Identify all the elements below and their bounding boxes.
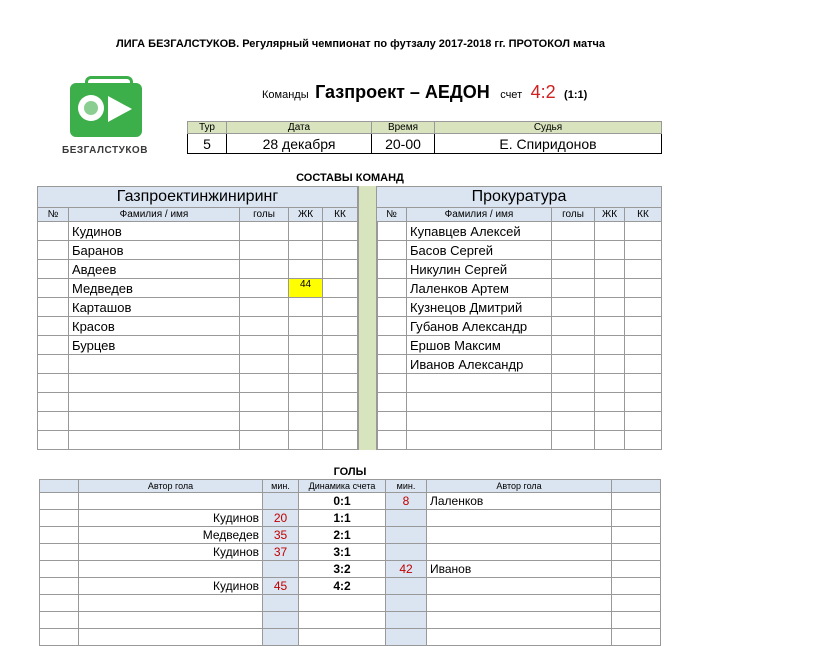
score-progress: 1:1 xyxy=(299,510,386,527)
player-goals xyxy=(240,355,289,374)
player-red-card xyxy=(625,241,662,260)
col-red: КК xyxy=(323,208,358,222)
player-yellow-card xyxy=(595,317,625,336)
player-red-card xyxy=(625,374,662,393)
col-goals: голы xyxy=(552,208,595,222)
player-red-card xyxy=(323,279,358,298)
table-row xyxy=(377,412,662,431)
away-goal-author xyxy=(427,595,612,612)
table-row xyxy=(38,336,358,355)
away-goal-author: Лаленков xyxy=(427,493,612,510)
score-progress: 4:2 xyxy=(299,578,386,595)
table-row xyxy=(38,393,358,412)
player-goals xyxy=(552,222,595,241)
player-yellow-card xyxy=(595,336,625,355)
goals-col-home-min: мин. xyxy=(263,480,299,493)
player-yellow-card xyxy=(595,222,625,241)
player-goals xyxy=(552,374,595,393)
away-goal-author xyxy=(427,527,612,544)
player-goals xyxy=(240,222,289,241)
player-name xyxy=(407,412,552,431)
away-goal-minute xyxy=(386,510,427,527)
player-number xyxy=(38,374,69,393)
away-goal-minute xyxy=(386,629,427,646)
player-red-card xyxy=(625,298,662,317)
player-goals xyxy=(552,412,595,431)
player-number xyxy=(377,431,407,450)
player-yellow-card: 44 xyxy=(289,279,323,298)
home-goal-author xyxy=(79,629,263,646)
goal-blank xyxy=(40,578,79,595)
player-name xyxy=(407,431,552,450)
player-number xyxy=(377,412,407,431)
goals-col-away-author: Автор гола xyxy=(427,480,612,493)
home-goal-minute: 45 xyxy=(263,578,299,595)
player-name: Карташов xyxy=(69,298,240,317)
player-red-card xyxy=(625,412,662,431)
home-team-name: Газпроектинжиниринг xyxy=(38,187,358,208)
player-goals xyxy=(240,393,289,412)
away-goal-minute xyxy=(386,612,427,629)
table-row xyxy=(38,412,358,431)
score-progress: 3:1 xyxy=(299,544,386,561)
home-goal-author: Кудинов xyxy=(79,510,263,527)
player-yellow-card xyxy=(595,355,625,374)
player-red-card xyxy=(625,317,662,336)
player-red-card xyxy=(323,336,358,355)
final-score: 4:2 xyxy=(530,82,556,102)
player-goals xyxy=(552,431,595,450)
player-number xyxy=(38,336,69,355)
score-progress: 3:2 xyxy=(299,561,386,578)
away-goal-author: Иванов xyxy=(427,561,612,578)
home-goal-author xyxy=(79,612,263,629)
date-header: Дата xyxy=(227,122,372,134)
player-goals xyxy=(240,298,289,317)
home-goal-minute xyxy=(263,561,299,578)
player-goals xyxy=(240,260,289,279)
player-yellow-card xyxy=(595,412,625,431)
player-yellow-card xyxy=(289,241,323,260)
away-goal-minute: 42 xyxy=(386,561,427,578)
player-red-card xyxy=(323,355,358,374)
player-number xyxy=(38,355,69,374)
player-name: Губанов Александр xyxy=(407,317,552,336)
table-row xyxy=(38,431,358,450)
table-row xyxy=(377,317,662,336)
score-progress: 2:1 xyxy=(299,527,386,544)
home-goal-author: Кудинов xyxy=(79,578,263,595)
player-red-card xyxy=(625,222,662,241)
away-goal-minute xyxy=(386,595,427,612)
player-yellow-card xyxy=(289,431,323,450)
player-red-card xyxy=(625,393,662,412)
home-goal-minute xyxy=(263,493,299,510)
player-number xyxy=(38,222,69,241)
col-yellow: ЖК xyxy=(289,208,323,222)
table-row xyxy=(377,431,662,450)
player-number xyxy=(38,412,69,431)
goals-col-blank xyxy=(612,480,661,493)
player-goals xyxy=(552,336,595,355)
player-yellow-card xyxy=(595,431,625,450)
home-goal-author xyxy=(79,493,263,510)
player-goals xyxy=(240,412,289,431)
player-goals xyxy=(240,374,289,393)
table-row xyxy=(377,241,662,260)
home-goal-minute: 20 xyxy=(263,510,299,527)
table-row xyxy=(377,336,662,355)
player-yellow-card xyxy=(289,317,323,336)
table-row xyxy=(38,374,358,393)
player-name: Бурцев xyxy=(69,336,240,355)
player-yellow-card xyxy=(595,241,625,260)
time-header: Время xyxy=(372,122,435,134)
player-yellow-card xyxy=(289,298,323,317)
teams-label: Команды xyxy=(262,89,309,101)
home-goal-minute xyxy=(263,595,299,612)
home-goal-author: Кудинов xyxy=(79,544,263,561)
col-name: Фамилия / имя xyxy=(407,208,552,222)
goals-col-score: Динамика счета xyxy=(299,480,386,493)
home-goal-author: Медведев xyxy=(79,527,263,544)
match-header xyxy=(262,82,587,103)
home-goal-author xyxy=(79,561,263,578)
score-progress xyxy=(299,629,386,646)
player-yellow-card xyxy=(595,374,625,393)
player-name: Авдеев xyxy=(69,260,240,279)
goal-blank xyxy=(612,595,661,612)
player-goals xyxy=(552,393,595,412)
player-name: Красов xyxy=(69,317,240,336)
player-yellow-card xyxy=(289,355,323,374)
player-number xyxy=(38,393,69,412)
home-goal-minute: 37 xyxy=(263,544,299,561)
player-yellow-card xyxy=(289,222,323,241)
player-goals xyxy=(240,431,289,450)
player-number xyxy=(377,336,407,355)
teams-name: Газпроект – АЕДОН xyxy=(315,82,490,102)
table-row xyxy=(38,260,358,279)
player-number xyxy=(38,241,69,260)
score-progress: 0:1 xyxy=(299,493,386,510)
goal-blank xyxy=(40,561,79,578)
player-name: Никулин Сергей xyxy=(407,260,552,279)
player-red-card xyxy=(323,222,358,241)
away-roster-table xyxy=(376,186,662,450)
player-number xyxy=(38,298,69,317)
table-row xyxy=(40,612,661,629)
player-red-card xyxy=(625,260,662,279)
time-value: 20-00 xyxy=(372,134,435,154)
player-number xyxy=(377,298,407,317)
table-row xyxy=(40,578,661,595)
player-goals xyxy=(240,279,289,298)
player-red-card xyxy=(625,431,662,450)
goal-blank xyxy=(40,612,79,629)
player-goals xyxy=(552,298,595,317)
goals-table xyxy=(39,479,661,646)
round-value: 5 xyxy=(188,134,227,154)
goal-blank xyxy=(612,527,661,544)
referee-header: Судья xyxy=(435,122,662,134)
goal-blank xyxy=(40,629,79,646)
col-number: № xyxy=(377,208,407,222)
player-goals xyxy=(552,279,595,298)
goal-blank xyxy=(612,578,661,595)
goal-blank xyxy=(40,544,79,561)
player-number xyxy=(377,393,407,412)
player-name xyxy=(407,393,552,412)
goal-blank xyxy=(40,493,79,510)
player-name xyxy=(69,393,240,412)
player-name xyxy=(69,412,240,431)
table-row xyxy=(40,595,661,612)
player-yellow-card xyxy=(595,260,625,279)
table-row xyxy=(377,393,662,412)
player-number xyxy=(377,222,407,241)
protocol-title: ЛИГА БЕЗГАЛСТУКОВ. Регулярный чемпионат по футзалу 2017-2018 гг. ПРОТОКОЛ матча xyxy=(116,38,606,50)
player-number xyxy=(377,374,407,393)
player-red-card xyxy=(625,279,662,298)
player-yellow-card xyxy=(595,393,625,412)
player-number xyxy=(377,355,407,374)
table-row xyxy=(38,279,358,298)
table-row xyxy=(377,260,662,279)
goals-col-away-min: мин. xyxy=(386,480,427,493)
table-row xyxy=(38,355,358,374)
goal-blank xyxy=(40,527,79,544)
player-red-card xyxy=(323,374,358,393)
player-number xyxy=(38,279,69,298)
player-name: Басов Сергей xyxy=(407,241,552,260)
player-red-card xyxy=(323,431,358,450)
goal-blank xyxy=(612,629,661,646)
roster-separator xyxy=(358,186,378,450)
col-name: Фамилия / имя xyxy=(69,208,240,222)
table-row xyxy=(40,629,661,646)
away-goal-author xyxy=(427,510,612,527)
col-yellow: ЖК xyxy=(595,208,625,222)
table-row xyxy=(40,527,661,544)
home-goal-minute: 35 xyxy=(263,527,299,544)
player-name xyxy=(407,374,552,393)
table-row xyxy=(377,279,662,298)
player-name: Ершов Максим xyxy=(407,336,552,355)
table-row xyxy=(40,544,661,561)
player-number xyxy=(38,260,69,279)
rosters-caption: СОСТАВЫ КОМАНД xyxy=(296,172,404,184)
player-yellow-card xyxy=(289,374,323,393)
match-info-table xyxy=(187,121,662,154)
player-red-card xyxy=(323,393,358,412)
col-number: № xyxy=(38,208,69,222)
away-goal-author xyxy=(427,544,612,561)
player-goals xyxy=(552,317,595,336)
goals-caption: ГОЛЫ xyxy=(333,466,367,478)
away-goal-minute xyxy=(386,578,427,595)
player-red-card xyxy=(625,336,662,355)
player-number xyxy=(377,260,407,279)
away-goal-author xyxy=(427,629,612,646)
table-row xyxy=(377,355,662,374)
player-name: Кузнецов Дмитрий xyxy=(407,298,552,317)
goals-col-blank xyxy=(40,480,79,493)
player-name: Медведев xyxy=(69,279,240,298)
player-number xyxy=(377,317,407,336)
logo-text: БЕЗГАЛСТУКОВ xyxy=(62,145,148,156)
away-goal-author xyxy=(427,612,612,629)
player-yellow-card xyxy=(595,279,625,298)
score-progress xyxy=(299,595,386,612)
table-row xyxy=(40,493,661,510)
goal-blank xyxy=(612,612,661,629)
player-name xyxy=(69,374,240,393)
col-goals: голы xyxy=(240,208,289,222)
player-name: Иванов Александр xyxy=(407,355,552,374)
player-yellow-card xyxy=(595,298,625,317)
table-row xyxy=(38,241,358,260)
halftime-score: (1:1) xyxy=(564,89,588,101)
player-goals xyxy=(240,241,289,260)
goal-blank xyxy=(612,544,661,561)
table-row xyxy=(40,510,661,527)
player-red-card xyxy=(625,355,662,374)
away-goal-minute xyxy=(386,527,427,544)
col-red: КК xyxy=(625,208,662,222)
player-goals xyxy=(240,317,289,336)
away-goal-author xyxy=(427,578,612,595)
referee-value: Е. Спиридонов xyxy=(435,134,662,154)
goal-blank xyxy=(40,595,79,612)
player-red-card xyxy=(323,412,358,431)
player-name: Лаленков Артем xyxy=(407,279,552,298)
table-row xyxy=(38,317,358,336)
player-red-card xyxy=(323,260,358,279)
date-value: 28 декабря xyxy=(227,134,372,154)
home-goal-author xyxy=(79,595,263,612)
player-yellow-card xyxy=(289,393,323,412)
player-yellow-card xyxy=(289,412,323,431)
player-goals xyxy=(240,336,289,355)
player-red-card xyxy=(323,241,358,260)
player-number xyxy=(377,279,407,298)
player-red-card xyxy=(323,298,358,317)
player-name: Купавцев Алексей xyxy=(407,222,552,241)
ball-icon xyxy=(78,95,104,121)
home-goal-minute xyxy=(263,629,299,646)
table-row xyxy=(40,561,661,578)
goal-blank xyxy=(612,493,661,510)
player-name: Кудинов xyxy=(69,222,240,241)
score-label: счет xyxy=(500,89,523,101)
home-goal-minute xyxy=(263,612,299,629)
player-name xyxy=(69,431,240,450)
player-goals xyxy=(552,355,595,374)
goals-col-home-author: Автор гола xyxy=(79,480,263,493)
table-row xyxy=(377,298,662,317)
goal-blank xyxy=(40,510,79,527)
player-name: Баранов xyxy=(69,241,240,260)
away-goal-minute xyxy=(386,544,427,561)
player-red-card xyxy=(323,317,358,336)
table-row xyxy=(38,298,358,317)
play-icon xyxy=(108,96,132,122)
away-goal-minute: 8 xyxy=(386,493,427,510)
player-goals xyxy=(552,241,595,260)
player-number xyxy=(38,317,69,336)
table-row xyxy=(38,222,358,241)
score-progress xyxy=(299,612,386,629)
player-goals xyxy=(552,260,595,279)
goal-blank xyxy=(612,510,661,527)
away-team-name: Прокуратура xyxy=(377,187,662,208)
home-roster-table xyxy=(37,186,358,450)
table-row xyxy=(377,222,662,241)
table-row xyxy=(377,374,662,393)
player-name xyxy=(69,355,240,374)
player-number xyxy=(377,241,407,260)
player-yellow-card xyxy=(289,336,323,355)
player-yellow-card xyxy=(289,260,323,279)
player-number xyxy=(38,431,69,450)
goal-blank xyxy=(612,561,661,578)
round-header: Тур xyxy=(188,122,227,134)
